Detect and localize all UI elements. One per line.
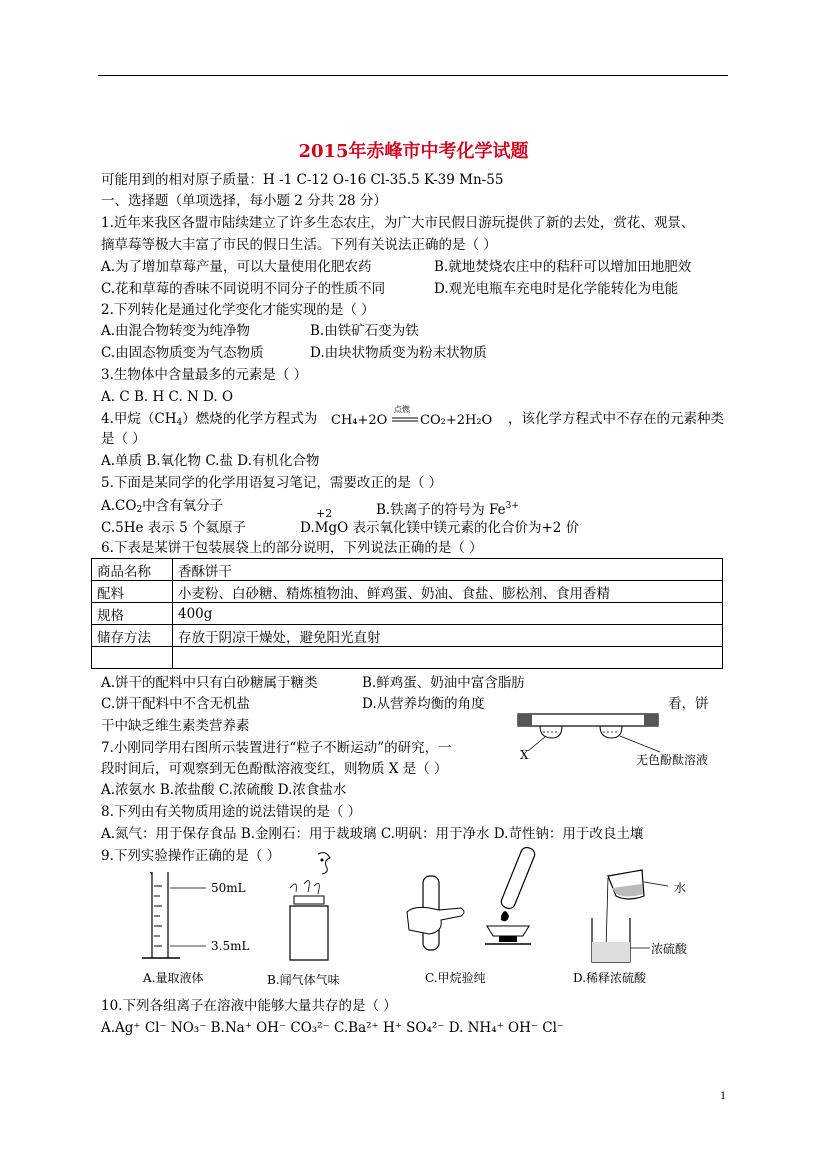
q8-options: A.氮气：用于保存食品 B.金刚石：用于裁玻璃 C.明矾：用于净水 D.苛性钠：用于改良土壤	[101, 826, 644, 842]
q4-eq-left: CH₄+2O	[331, 413, 388, 428]
q9-methane-test-figure	[405, 840, 555, 968]
q7-fig-x-label: X	[520, 748, 529, 762]
q7-options: A.浓氨水 B.浓盐酸 C.浓硫酸 D.浓食盐水	[101, 782, 347, 798]
q6-option-d-cont: 看，饼	[668, 696, 709, 712]
q7-stem-line2: 段时间后，可观察到无色酚酞溶液变红，则物质 X 是（ ）	[101, 761, 448, 777]
q3-stem: 3.生物体中含量最多的元素是（ ）	[101, 367, 308, 383]
q6-option-d-end: 干中缺乏维生素类营养素	[101, 718, 250, 734]
q1-option-a: A.为了增加草莓产量，可以大量使用化肥农药	[101, 259, 372, 275]
q9-acid-label: 浓硫酸	[651, 942, 688, 956]
table-cell: 存放于阴凉干燥处，避免阳光直射	[173, 625, 723, 647]
page-title: 2015年赤峰市中考化学试题	[298, 141, 529, 162]
q8-stem: 8.下列由有关物质用途的说法错误的是（ ）	[101, 804, 362, 820]
q4-stem: 4.甲烷$(CH_4)$燃烧的化学方程式为	[101, 411, 318, 428]
q5-stem: 5.下面是某同学的化学用语复习笔记，需要改正的是（ ）	[101, 475, 443, 491]
table-cell: 小麦粉、白砂糖、精炼植物油、鲜鸡蛋、奶油、食盐、膨松剂、食用香精	[173, 581, 723, 603]
q9-label-50ml: 50mL	[211, 881, 246, 895]
q4-stem-tail: ，该化学方程式中不存在的元素种类	[508, 411, 724, 427]
table-cell	[173, 647, 723, 669]
q9-caption-d: D.稀释浓硫酸	[573, 971, 647, 985]
q4-eq-condition: 点燃	[394, 405, 410, 414]
q1-stem-line2: 摘草莓等极大丰富了市民的假日生活。下列有关说法正确的是（ ）	[101, 237, 497, 253]
table-row	[92, 603, 723, 625]
table-cell: 商品名称	[92, 559, 173, 581]
q2-stem: 2.下列转化是通过化学变化才能实现的是（ ）	[101, 302, 375, 318]
q3-options: A. C B. H C. N D. O	[101, 389, 234, 405]
q1-option-b: B.就地焚烧农庄中的秸秆可以增加田地肥效	[434, 259, 692, 275]
q6-info-table	[91, 558, 723, 669]
q5-option-b: B.铁离子的符号为 $Fe^{3+}$	[376, 501, 519, 518]
q9-label-35ml: 3.5mL	[211, 939, 250, 953]
table-row	[92, 559, 723, 581]
q9-water-label: 水	[674, 881, 687, 895]
q2-option-d: D.由块状物质变为粉末状物质	[310, 345, 487, 361]
q4-options: A.单质 B.氧化物 C.盐 D.有机化合物	[101, 453, 320, 469]
table-row	[92, 647, 723, 669]
q4-eq-arrow	[392, 417, 418, 423]
q4-stem-line2: 是（ ）	[101, 431, 146, 447]
table-cell: 规格	[92, 603, 173, 625]
table-cell: 配料	[92, 581, 173, 603]
table-row	[92, 581, 723, 603]
q5-option-d: D.MgO 表示氧化镁中镁元素的化合价为+2 价	[300, 520, 580, 536]
q2-option-b: B.由铁矿石变为铁	[310, 323, 419, 339]
q9-cylinder-figure	[140, 868, 210, 968]
q10-options: A.Ag⁺ Cl⁻ NO₃⁻ B.Na⁺ OH⁻ CO₃²⁻ C.Ba²⁺ H⁺ SO₄²⁻ D. NH₄⁺ OH⁻ Cl⁻	[101, 1020, 565, 1036]
table-cell: 香酥饼干	[173, 559, 723, 581]
q1-option-c: C.花和草莓的香味不同说明不同分子的性质不同	[101, 281, 386, 297]
q9-caption-b: B.闻气体气味	[267, 973, 340, 987]
section-heading: 一、选择题（单项选择，每小题 2 分共 28 分）	[101, 193, 387, 209]
q9-caption-a: A.量取液体	[143, 971, 204, 985]
q7-fig-phenolphthalein-label: 无色酚酞溶液	[636, 753, 709, 767]
q7-stem-line1: 7.小刚同学用右图所示装置进行“粒子不断运动”的研究，一	[101, 740, 452, 756]
q9-stem: 9.下列实验操作正确的是（ ）	[101, 848, 281, 864]
q6-option-b: B.鲜鸡蛋、奶油中富含脂肪	[362, 675, 525, 691]
table-cell	[92, 647, 173, 669]
table-row	[92, 625, 723, 647]
q9-smell-gas-figure	[278, 848, 348, 966]
table-cell: 400g	[173, 603, 723, 625]
q10-stem: 10.下列各组离子在溶液中能够大量共存的是（ ）	[101, 998, 397, 1014]
table-cell: 储存方法	[92, 625, 173, 647]
q6-option-a: A.饼干的配料中只有白砂糖属于糖类	[101, 675, 318, 691]
q5-option-c: C.5He 表示 5 个氦原子	[101, 520, 246, 536]
q6-stem: 6.下表是某饼干包装展袋上的部分说明，下列说法正确的是（ ）	[101, 540, 483, 556]
atomic-masses: 可能用到的相对原子质量：H -1 C-12 O-16 Cl-35.5 K-39 Mn-55	[101, 172, 504, 188]
q6-option-d: D.从营养均衡的角度	[362, 696, 485, 712]
q2-option-c: C.由固态物质变为气态物质	[101, 345, 264, 361]
q5-option-a: $A.CO_2$中含有氧分子	[101, 498, 224, 515]
q1-stem-line1: 1.近年来我区各盟市陆续建立了许多生态农庄，为广大市民假日游玩提供了新的去处，赏花、观景、	[101, 215, 695, 231]
q5-valence-mark: +2	[316, 507, 333, 520]
header-rule	[98, 75, 728, 76]
q4-eq-right: CO₂+2H₂O	[420, 413, 493, 428]
page-number: 1	[720, 1088, 726, 1102]
q6-option-c: C.饼干配料中不含无机盐	[101, 696, 251, 712]
q2-option-a: A.由混合物转变为纯净物	[101, 323, 251, 339]
q9-caption-c: C.甲烷验纯	[425, 971, 486, 985]
q1-option-d: D.观光电瓶车充电时是化学能转化为电能	[434, 281, 679, 297]
